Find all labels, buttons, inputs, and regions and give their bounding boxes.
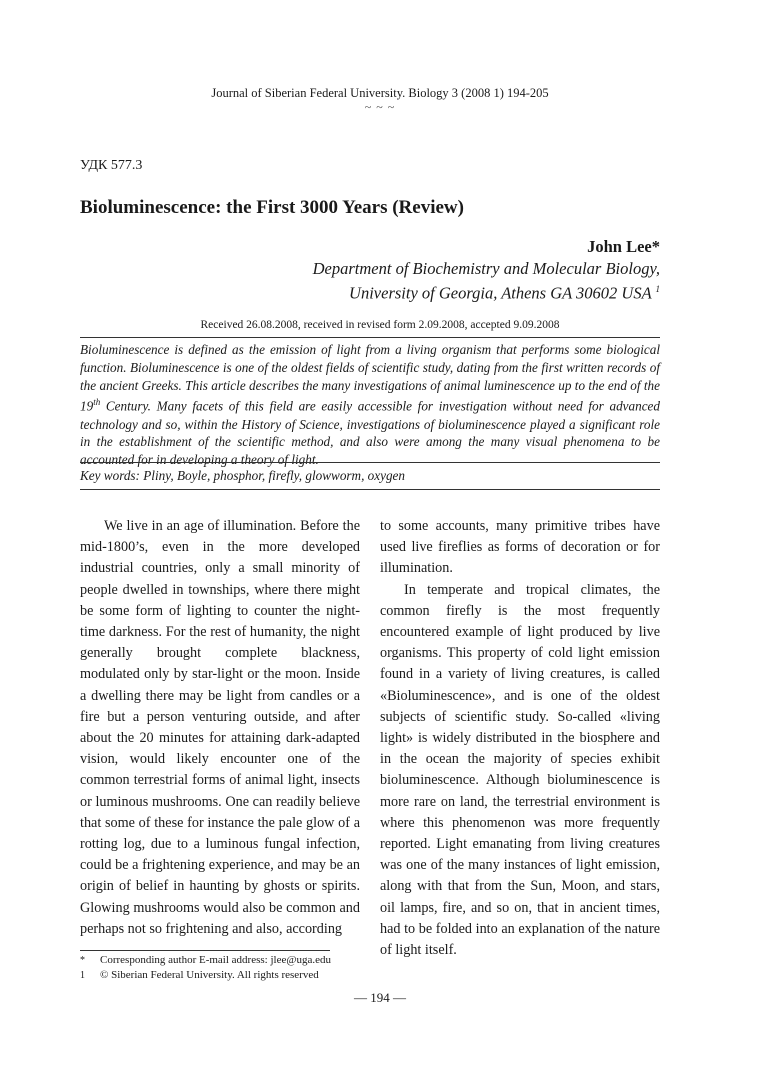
page-number: — 194 —: [354, 990, 406, 1005]
footnote-mark: *: [80, 955, 85, 966]
footnote-mark: 1: [80, 970, 85, 981]
abstract: Bioluminescence is defined as the emission of light from a living organism that performs some biological function. Bioluminescence is one of the oldest fields of scientific study, dating from the first written records of the ancient Greeks. This article describes the many investigations of animal luminescence up to the end of the 19th Century. Many facets of this field are easily accessible for investigation without need for advanced technology and so, within the History of Science, investigations of bioluminescence played a significant role in the establishment of the scientific method, and also were among the many visual phenomena to be accounted for in developing a theory of light.: [80, 342, 660, 468]
affiliation-line-2: University of Georgia, Athens GA 30602 USA $^1$: [349, 283, 660, 303]
keywords-bottom-rule: [80, 489, 660, 490]
footnotes: [80, 953, 331, 983]
footnote-rule: [80, 950, 330, 951]
received-dates: Received 26.08.2008, received in revised form 2.09.2008, accepted 9.09.2008: [200, 319, 560, 331]
footnote-text: © Siberian Federal University. All rights reserved: [100, 969, 319, 981]
footnote: [80, 968, 331, 983]
abstract-top-rule: [80, 337, 660, 338]
affiliation-footnote-mark: 1: [655, 284, 660, 294]
author-name: John Lee*: [587, 237, 660, 256]
udk-code: УДК 577.3: [80, 158, 143, 173]
author-affiliation: [313, 258, 660, 304]
keywords: Key words: Pliny, Boyle, phosphor, firefly, glowworm, oxygen: [80, 468, 406, 483]
body-paragraph: In temperate and tropical climates, the common firefly is the most frequently encountered example of light produced by live organisms. This property of cold light emission found in a variety of living creatures, is called «Bioluminescence», and is one of the oldest subjects of scientific study. So-called «living light» is widely distributed in the biosphere and in the ocean the majority of species exhibit bioluminescence. Although bioluminescence is more rare on land, the terrestrial environment is where this phenomenon was more frequently reported. Light emanating from living creatures was one of the many instances of light emission, along with that from the Sun, Moon, and stars, oil lamps, fire, and so on, that in ancient times, had to be folded into an explanation of the nature of light itself.: [380, 581, 660, 959]
affiliation-line-1: Department of Biochemistry and Molecular Biology,: [312, 259, 660, 278]
body-column-left: [80, 516, 360, 940]
footnote-text: Corresponding author E-mail address: jlee@uga.edu: [100, 954, 331, 966]
journal-header: Journal of Siberian Federal University. Biology 3 (2008 1) 194-205: [211, 86, 549, 100]
body-column-right: [380, 516, 660, 961]
abstract-superscript: th: [93, 397, 101, 408]
article-title: Bioluminescence: the First 3000 Years (Review): [80, 197, 464, 218]
header-ornament: ~ ~ ~: [364, 100, 396, 114]
footnote: [80, 953, 331, 968]
body-paragraph: We live in an age of illumination. Before the mid-1800’s, even in the more developed industrial countries, only a small minority of people dwelled in townships, where there might be some form of lighting to counter the night-time darkness. For the rest of humanity, the night generally brought complete blackness, modulated only by star-light or the moon. Inside a dwelling there may be light from candles or a fire but a person venturing outside, and after about the 20 minutes for attaining dark-adapted vision, would likely encounter one of the common terrestrial forms of animal light, insects or luminous mushrooms. One can readily believe that some of these for instance the pale glow of a rotting log, due to a luminous fungal infection, could be a frightening experience, and may be an origin of belief in haunting by ghosts or spirits. Glowing mushrooms would also be common and perhaps not so frightening and also, according: [80, 518, 360, 937]
body-paragraph: to some accounts, many primitive tribes have used live fireflies as forms of decoration or for illumination.: [380, 518, 660, 577]
keywords-top-rule: [80, 462, 660, 463]
